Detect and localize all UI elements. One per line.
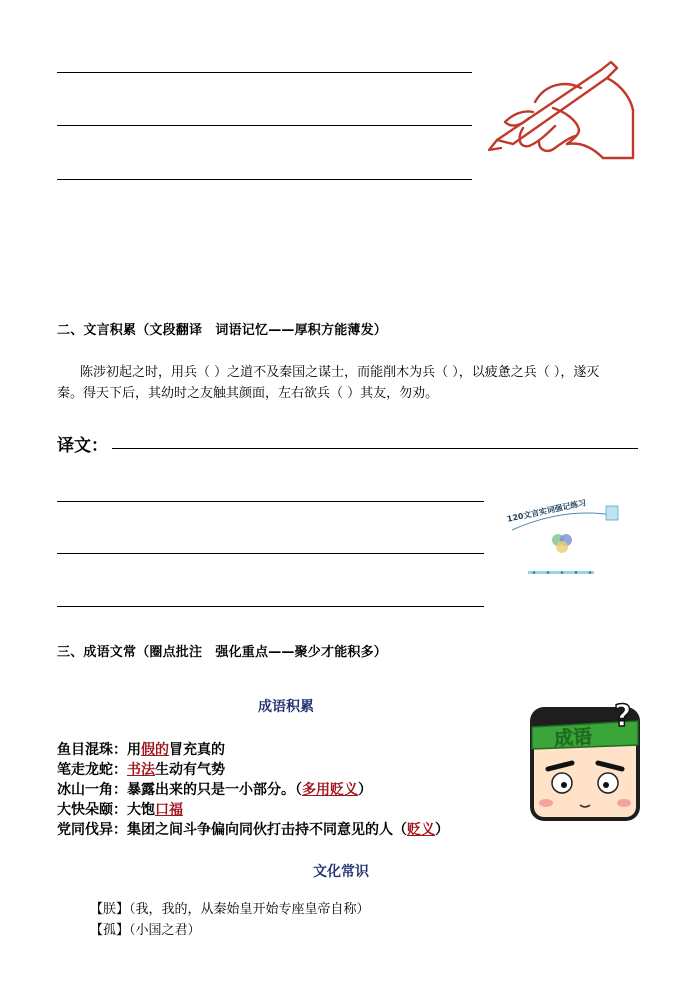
- badge-text: 120文言实词强记练习: [506, 498, 588, 524]
- translation-label: 译文：: [57, 436, 108, 456]
- culture-item: 【朕】（我，我的，从秦始皇开始专座皇帝自称）: [90, 902, 370, 917]
- idiom-row: 笔走龙蛇：书法生动有气势: [57, 762, 225, 778]
- answer-line-1: [57, 72, 472, 73]
- translation-line-2: [57, 553, 484, 554]
- writing-hand-icon: [483, 58, 643, 166]
- answer-line-3: [57, 179, 472, 180]
- translation-line-1: [57, 501, 484, 502]
- culture-item: 【孤】（小国之君）: [90, 923, 201, 938]
- idiom-list: [57, 740, 527, 840]
- idiom-row: 鱼目混珠：用假的冒充真的: [57, 742, 225, 758]
- sticker-text: 成语: [553, 725, 593, 751]
- section2-heading: 二、文言积累（文段翻译 词语记忆——厚积方能薄发）: [57, 323, 388, 338]
- culture-title: 文化常识: [313, 864, 369, 880]
- idiom-row: 党同伐异：集团之间斗争偏向同伙打击持不同意见的人（贬义）: [57, 822, 449, 838]
- idiom-title: 成语积累: [258, 699, 314, 715]
- passage-line-2: 秦。得天下后，其幼时之友触其颜面，左右欲兵（ ）其友，勿劝。: [57, 386, 439, 401]
- idiom-row: 大快朵颐：大饱口福: [57, 802, 183, 818]
- translation-line-0: [112, 448, 638, 449]
- section3-heading: 三、成语文常（圈点批注 强化重点——聚少才能积多）: [57, 645, 388, 660]
- passage-line-1: 陈涉初起之时，用兵（ ）之道不及秦国之谋士，而能削木为兵（ ），以疲惫之兵（ ），遂灭: [80, 365, 600, 380]
- idiom-row: 冰山一角：暴露出来的只是一小部分。（多用贬义）: [57, 782, 372, 798]
- idiom-face-sticker-icon: [528, 699, 642, 823]
- vocabulary-badge-icon: [506, 500, 626, 582]
- question-mark: ?: [614, 699, 632, 734]
- answer-line-2: [57, 125, 472, 126]
- translation-line-3: [57, 606, 484, 607]
